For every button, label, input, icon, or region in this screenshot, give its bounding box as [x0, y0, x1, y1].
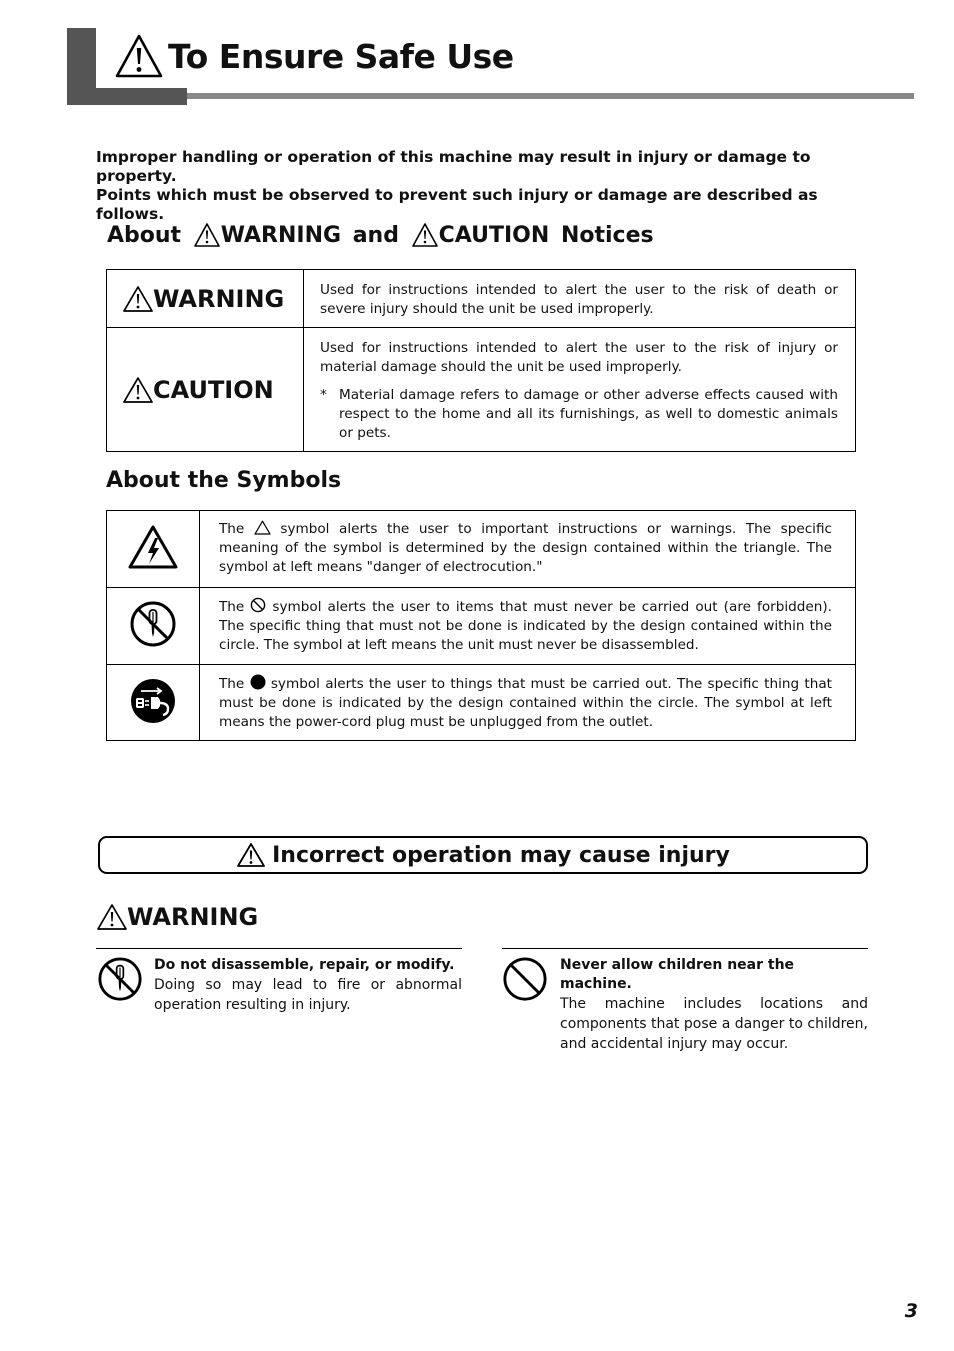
symbol-description [201, 666, 854, 732]
warning-item-body: The machine includes locations and components that pose a danger to children, and accidental injury may occur. [560, 996, 868, 1052]
unplug-icon [130, 678, 176, 724]
page-title [114, 30, 514, 82]
warning-label-text: WARNING [153, 284, 285, 313]
warning-triangle-icon [122, 285, 154, 313]
symbol-row [107, 665, 856, 741]
triangle-icon [254, 520, 271, 535]
page-number: 3 [904, 1300, 918, 1322]
caution-note [320, 386, 838, 443]
page-title-text: To Ensure Safe Use [168, 36, 514, 76]
no-disassembly-icon [97, 956, 143, 1002]
symbol-icon-cell [107, 665, 200, 741]
intro-line-2: Points which must be observed to prevent such injury or damage are described as follows. [96, 186, 818, 223]
symbol-text-cell [200, 511, 856, 588]
item-rule [96, 948, 462, 949]
filled-circle-icon [250, 674, 266, 690]
warning-item-body: Doing so may lead to fire or abnormal operation resulting in injury. [154, 977, 462, 1013]
symbol-text-post: symbol alerts the user to important instructions or warnings. The specific meaning of the symbol is determined by the design contained within the triangle. The symbol at left means "danger of electrocution." [219, 521, 832, 575]
symbol-description [201, 512, 854, 577]
notice-desc-cell [304, 270, 856, 328]
symbol-text-pre: The [219, 676, 250, 692]
notice-label-cell [107, 270, 304, 328]
prohibition-icon [502, 956, 548, 1002]
warning-section-label [96, 903, 258, 931]
warning-triangle-icon [411, 222, 439, 248]
prohibition-icon [250, 597, 266, 613]
warning-triangle-icon [122, 376, 154, 404]
notices-heading [107, 222, 654, 248]
notices-heading-post: Notices [553, 222, 654, 248]
notices-heading-warning: WARNING [220, 222, 342, 248]
warning-item-title: Never allow children near the machine. [560, 957, 795, 992]
symbols-heading: About the Symbols [106, 468, 342, 493]
note-asterisk: * [320, 387, 327, 403]
item-rule [502, 948, 868, 949]
symbol-text-cell [200, 588, 856, 665]
warning-item [154, 956, 462, 1015]
warning-item [560, 956, 868, 1054]
item-icon-wrap [502, 956, 548, 1006]
symbol-icon-cell [107, 588, 200, 665]
warning-label [108, 285, 302, 313]
symbol-text-pre: The [219, 521, 254, 537]
caution-description [305, 329, 854, 443]
intro-line-1: Improper handling or operation of this machine may result in injury or damage to property. [96, 148, 811, 185]
symbol-description [201, 589, 854, 655]
notices-heading-pre: About [107, 222, 189, 248]
warning-triangle-icon [193, 222, 221, 248]
warning-section-label-text: WARNING [127, 903, 259, 931]
symbol-row [107, 511, 856, 588]
caution-note-text: Material damage refers to damage or other adverse effects caused with respect to the home and all its furnishings, as well to domestic animals or pets. [339, 387, 838, 441]
notices-heading-caution: CAUTION [438, 222, 550, 248]
warning-triangle-icon [96, 903, 128, 931]
notices-table [106, 269, 856, 452]
symbol-text-post: symbol alerts the user to items that must never be carried out (are forbidden). The specific thing that must not be done is indicated by the design contained within the circle. The symbol at left means the unit must never be disassembled. [219, 599, 832, 653]
item-icon-wrap [97, 956, 143, 1006]
header-accent-bar [67, 88, 187, 105]
notice-row-warning [107, 270, 856, 328]
symbols-table [106, 510, 856, 741]
warning-triangle-icon [114, 33, 164, 79]
notices-heading-and: and [345, 222, 407, 248]
caution-text: Used for instructions intended to alert the user to the risk of injury or material damage should the unit be used improperly. [320, 340, 838, 375]
warning-triangle-icon [236, 842, 266, 868]
caution-label [108, 376, 302, 404]
notice-desc-cell [304, 328, 856, 452]
electrocution-warning-icon [127, 524, 179, 570]
warning-item-title: Do not disassemble, repair, or modify. [154, 957, 455, 973]
symbol-row [107, 588, 856, 665]
header-rule [187, 93, 914, 99]
banner-text: Incorrect operation may cause injury [272, 842, 730, 868]
symbol-text-pre: The [219, 599, 251, 615]
symbol-icon-cell [107, 511, 200, 588]
intro-text [96, 148, 876, 224]
caution-label-text: CAUTION [153, 375, 274, 404]
symbol-text-cell [200, 665, 856, 741]
no-disassembly-icon [129, 600, 177, 648]
notice-row-caution [107, 328, 856, 452]
warning-description: Used for instructions intended to alert the user to the risk of death or severe injury should the unit be used improperly. [320, 282, 838, 317]
notice-label-cell [107, 328, 304, 452]
injury-banner [98, 836, 868, 874]
symbol-text-post: symbol alerts the user to things that must be carried out. The specific thing that must be done is indicated by the design contained within the circle. The symbol at left means the power-cord plug must be unplugged from the outlet. [219, 676, 832, 730]
